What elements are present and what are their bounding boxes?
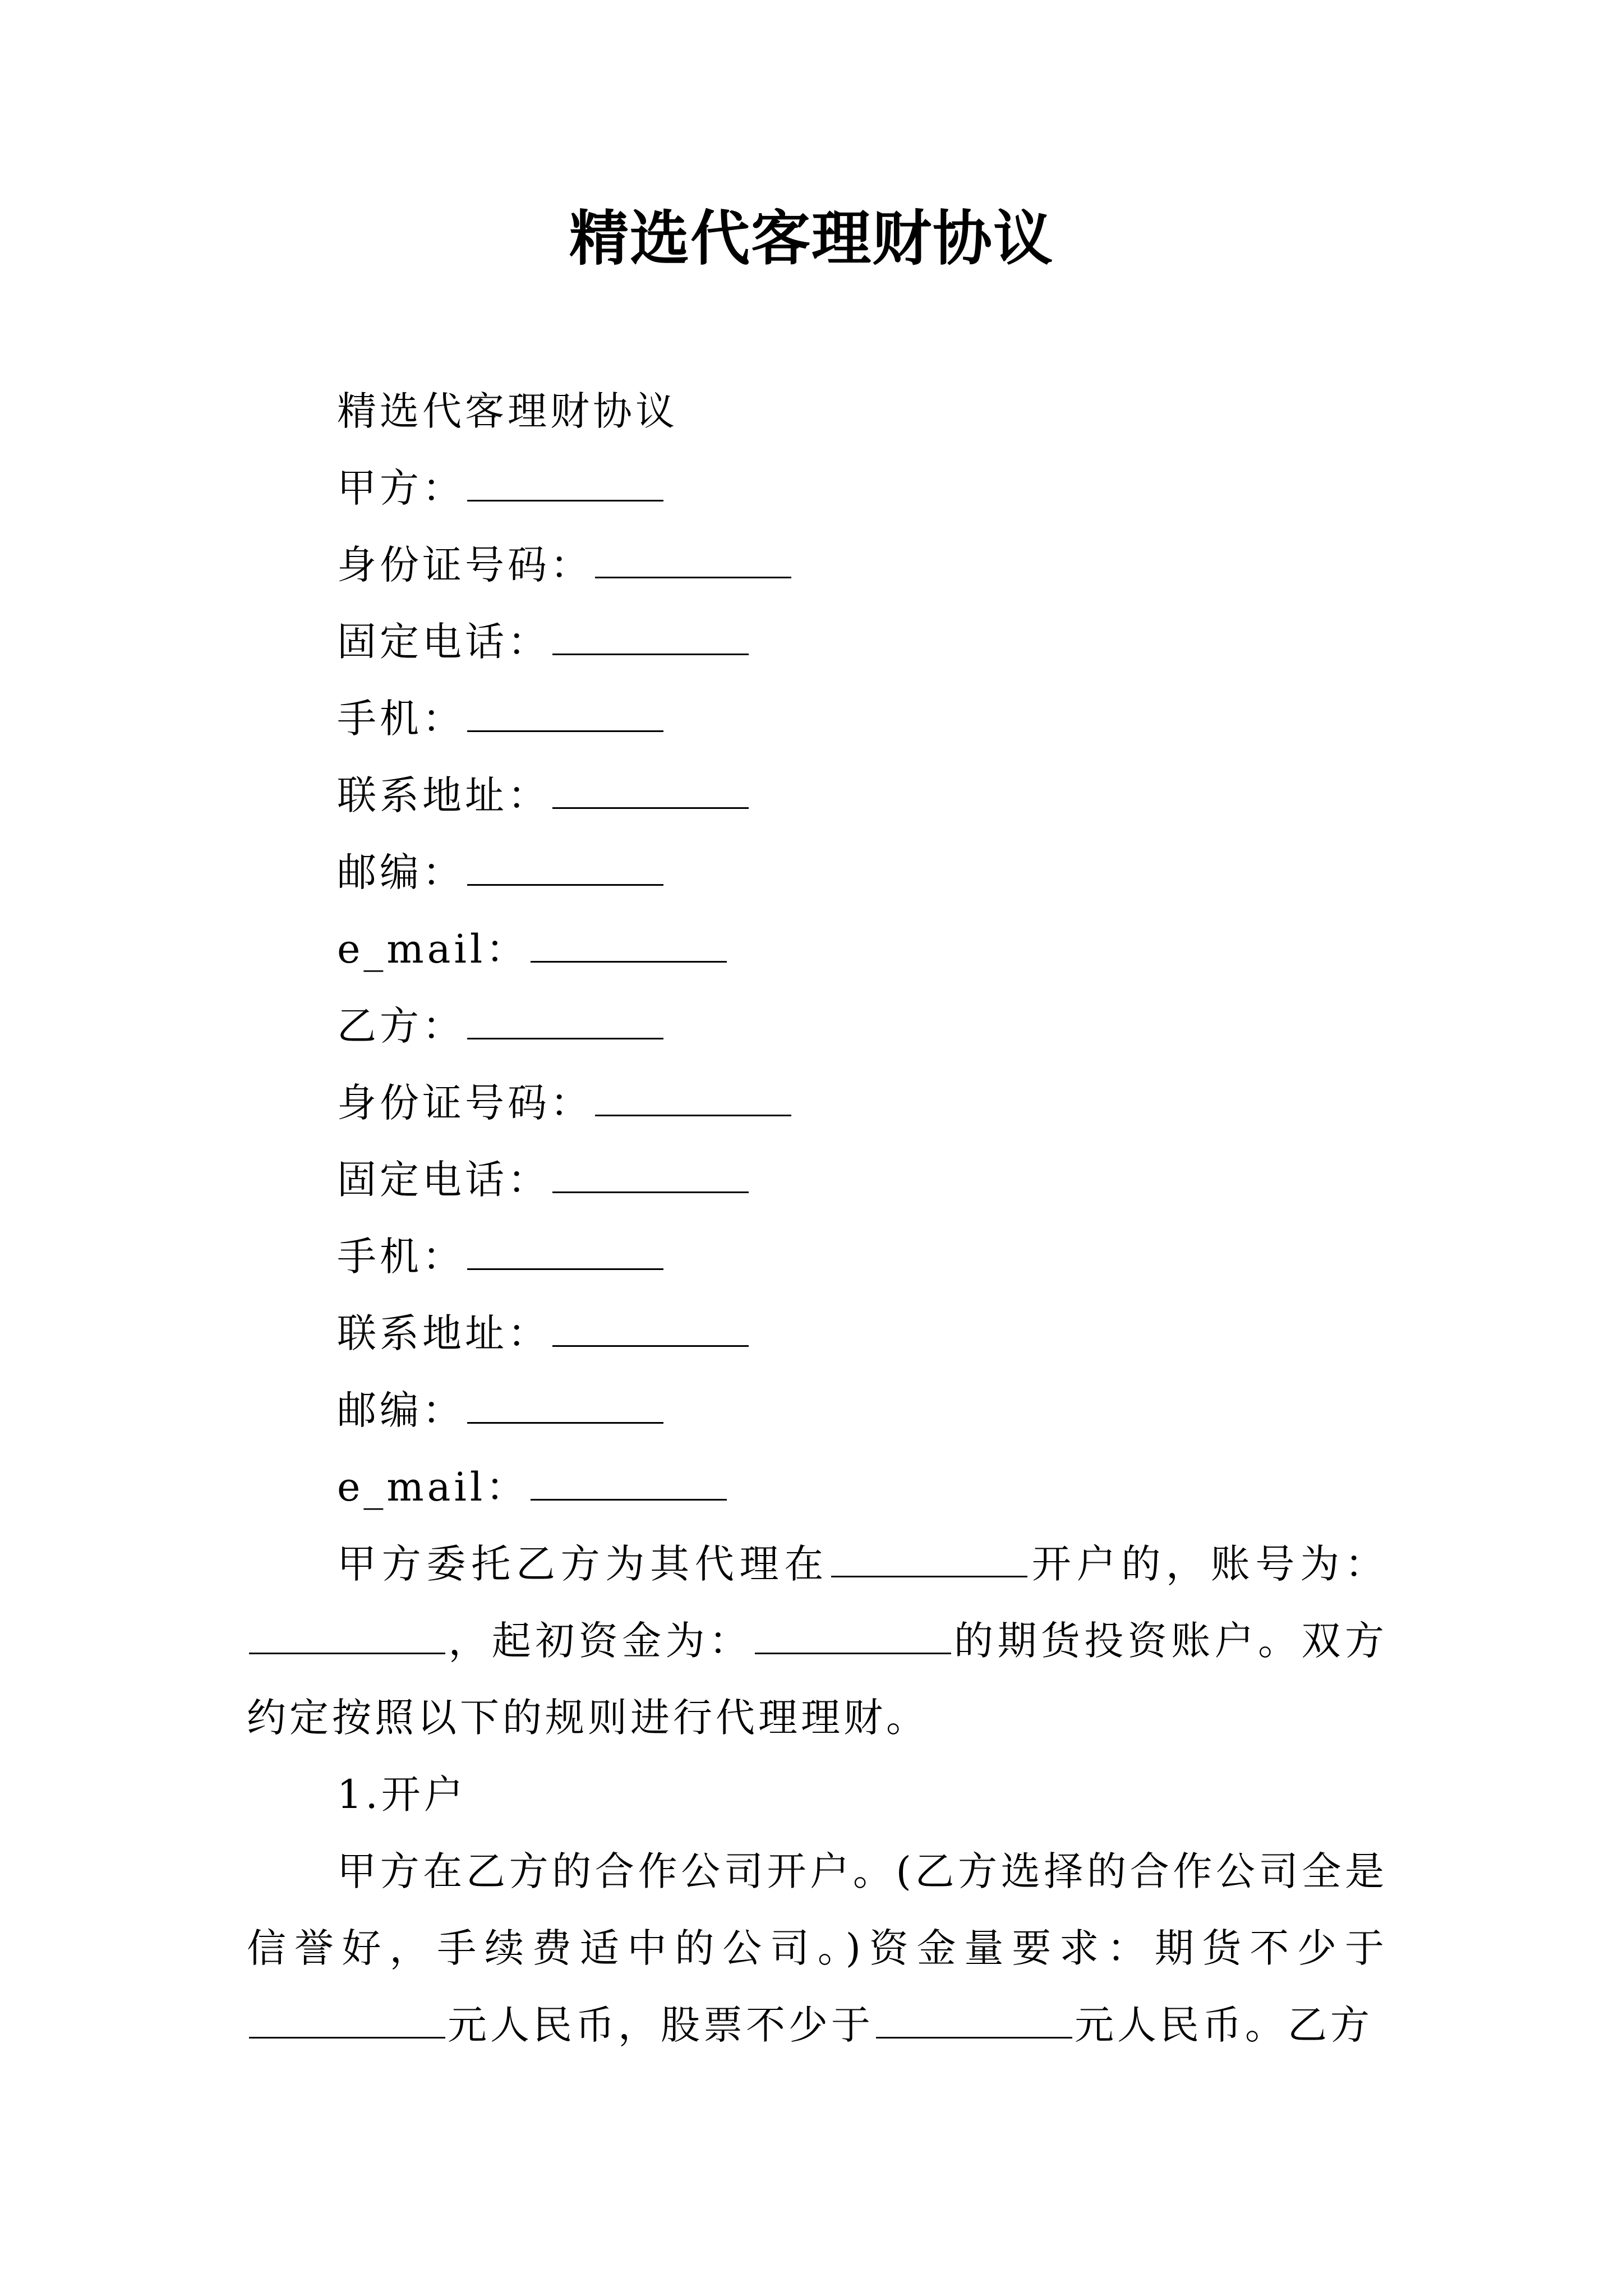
party-a-address-field <box>247 757 1387 834</box>
party-a-postcode-label: 邮编： <box>337 849 465 895</box>
party-a-postcode-field <box>247 834 1387 911</box>
party-a-address-label: 联系地址： <box>337 772 550 818</box>
party-a-phone-blank <box>552 621 749 655</box>
party-a-mobile-field <box>247 680 1387 757</box>
party-a-phone-label: 固定电话： <box>337 619 550 665</box>
party-a-name-field <box>247 450 1387 527</box>
party-a-address-blank <box>552 775 749 809</box>
party-a-name-label: 甲方： <box>337 465 465 511</box>
party-b-postcode-blank <box>467 1389 663 1424</box>
party-a-id-field <box>247 527 1387 604</box>
party-a-mobile-blank <box>467 698 663 732</box>
party-a-name-blank <box>467 467 663 501</box>
intro-blank-capital <box>755 1620 951 1654</box>
party-b-name-label: 乙方： <box>337 1003 465 1049</box>
party-b-phone-blank <box>552 1159 749 1193</box>
intro-blank-broker <box>831 1543 1027 1577</box>
section-1-blank-futures <box>249 2004 445 2039</box>
party-b-email-blank <box>531 1466 727 1501</box>
document-body <box>247 373 1387 2064</box>
party-b-email-field <box>247 1449 1387 1526</box>
party-b-name-blank <box>467 1005 663 1039</box>
party-a-email-label: e_mail： <box>337 926 529 972</box>
party-a-phone-field <box>247 604 1387 680</box>
party-b-id-field <box>247 1065 1387 1142</box>
party-b-postcode-field <box>247 1372 1387 1449</box>
party-b-postcode-label: 邮编： <box>337 1387 465 1433</box>
intro-blank-account <box>249 1620 445 1654</box>
party-b-address-field <box>247 1295 1387 1372</box>
intro-paragraph <box>247 1526 1387 1756</box>
party-b-email-label: e_mail： <box>337 1464 529 1510</box>
intro-text-1: 甲方委托乙方为其代理在 <box>337 1541 829 1587</box>
intro-text-2: 开户的，账号为： <box>1030 1541 1388 1587</box>
party-b-id-label: 身份证号码： <box>337 1080 593 1126</box>
party-b-mobile-blank <box>467 1236 663 1270</box>
party-b-address-label: 联系地址： <box>337 1310 550 1356</box>
party-a-email-field <box>247 911 1387 988</box>
section-1-text-1: 甲方在乙方的合作公司开户。(乙方选择的合作公司全是信誉好，手续费适中的公司。)资金量要求：期货不少于 <box>247 1848 1387 1971</box>
document-subtitle: 精选代客理财协议 <box>337 388 678 434</box>
party-a-postcode-blank <box>467 852 663 886</box>
party-b-phone-field <box>247 1142 1387 1218</box>
party-b-id-blank <box>595 1082 791 1116</box>
section-1-heading: 1.开户 <box>337 1772 467 1818</box>
party-b-mobile-label: 手机： <box>337 1234 465 1280</box>
section-1-text-2: 元人民币，股票不少于 <box>448 2002 874 2048</box>
section-1-blank-stocks <box>876 2004 1072 2039</box>
intro-text-4: 的期货投资账户。双方约定按照以下的规则进行代理理财。 <box>247 1618 1388 1741</box>
party-b-mobile-field <box>247 1218 1387 1295</box>
party-a-email-blank <box>531 928 727 963</box>
party-a-id-blank <box>595 544 791 578</box>
party-a-mobile-label: 手机： <box>337 696 465 742</box>
party-b-phone-label: 固定电话： <box>337 1157 550 1203</box>
party-b-name-field <box>247 988 1387 1065</box>
document-title: 精选代客理财协议 <box>569 203 1054 273</box>
section-1-text-3: 元人民币。乙方 <box>1075 2002 1373 2048</box>
party-a-id-label: 身份证号码： <box>337 542 593 588</box>
party-b-address-blank <box>552 1313 749 1347</box>
intro-text-3: ，起初资金为： <box>448 1618 753 1664</box>
section-1-paragraph <box>247 1833 1387 2064</box>
